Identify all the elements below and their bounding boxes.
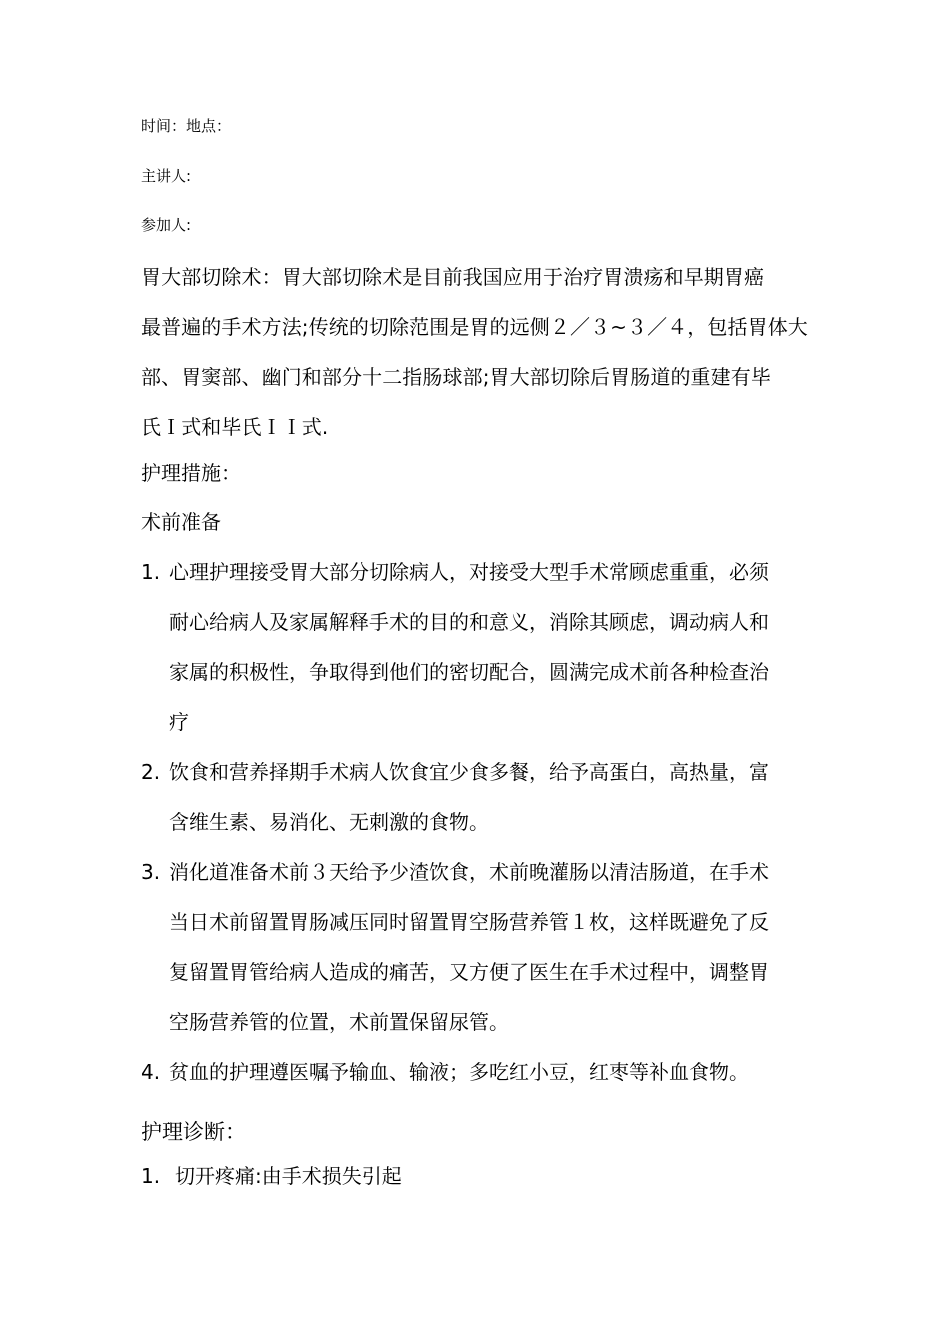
list-item-line: 饮食和营养择期手术病人饮食宜少食多餐，给予高蛋白，高热量，富	[169, 760, 769, 784]
intro-line: 部、胃窦部、幽门和部分十二指肠球部;胃大部切除后胃肠道的重建有毕	[141, 365, 771, 389]
intro-line: 胃大部切除术：胃大部切除术是目前我国应用于治疗胃溃疡和早期胃癌	[141, 265, 765, 289]
diagnosis-list	[141, 1151, 841, 1201]
list-item-line: 切开疼痛:由手术损失引起	[175, 1164, 402, 1188]
list-item	[141, 1047, 841, 1097]
list-item-line: 含维生素、易消化、无刺激的食物。	[169, 810, 489, 834]
list-item-line: 复留置胃管给病人造成的痛苦，又方便了医生在手术过程中，调整胃	[169, 960, 769, 984]
list-item-line: 消化道准备术前３天给予少渣饮食，术前晚灌肠以清洁肠道，在手术	[169, 860, 769, 884]
list-item-line: 耐心给病人及家属解释手术的目的和意义，消除其顾虑，调动病人和	[169, 610, 769, 634]
list-item	[141, 847, 841, 1047]
preop-heading: 术前准备	[141, 510, 221, 534]
list-item-number: 4.	[141, 1060, 161, 1084]
list-item	[141, 747, 841, 847]
list-item-line: 心理护理接受胃大部分切除病人，对接受大型手术常顾虑重重，必须	[169, 560, 769, 584]
list-item-line: 当日术前留置胃肠减压同时留置胃空肠营养管１枚，这样既避免了反	[169, 910, 769, 934]
nursing-measures-heading: 护理措施：	[141, 461, 241, 485]
list-item-number: 1.	[141, 1164, 161, 1188]
list-item-line: 家属的积极性，争取得到他们的密切配合，圆满完成术前各种检查治	[169, 660, 769, 684]
intro-line: 最普遍的手术方法;传统的切除范围是胃的远侧２／３~３／４，包括胃体大	[141, 315, 808, 339]
list-item-line: 空肠营养管的位置，术前置保留尿管。	[169, 1010, 509, 1034]
intro-line: 氏Ｉ式和毕氏ＩＩ式.	[141, 415, 329, 439]
nursing-diagnosis-heading: 护理诊断：	[141, 1120, 246, 1144]
list-item-line: 贫血的护理遵医嘱予输血、输液；多吃红小豆，红枣等补血食物。	[169, 1060, 749, 1084]
list-item-line: 疗	[169, 710, 189, 734]
list-item-number: 1.	[141, 560, 161, 584]
list-item-number: 3.	[141, 860, 161, 884]
list-item-number: 2.	[141, 760, 161, 784]
speaker-label: 主讲人:	[141, 167, 192, 185]
time-place-label: 时间：地点：	[141, 117, 232, 135]
preop-list	[141, 547, 841, 1097]
list-item	[141, 547, 841, 747]
list-item	[141, 1151, 841, 1201]
participants-label: 参加人:	[141, 216, 192, 234]
intro-paragraph	[141, 252, 831, 452]
